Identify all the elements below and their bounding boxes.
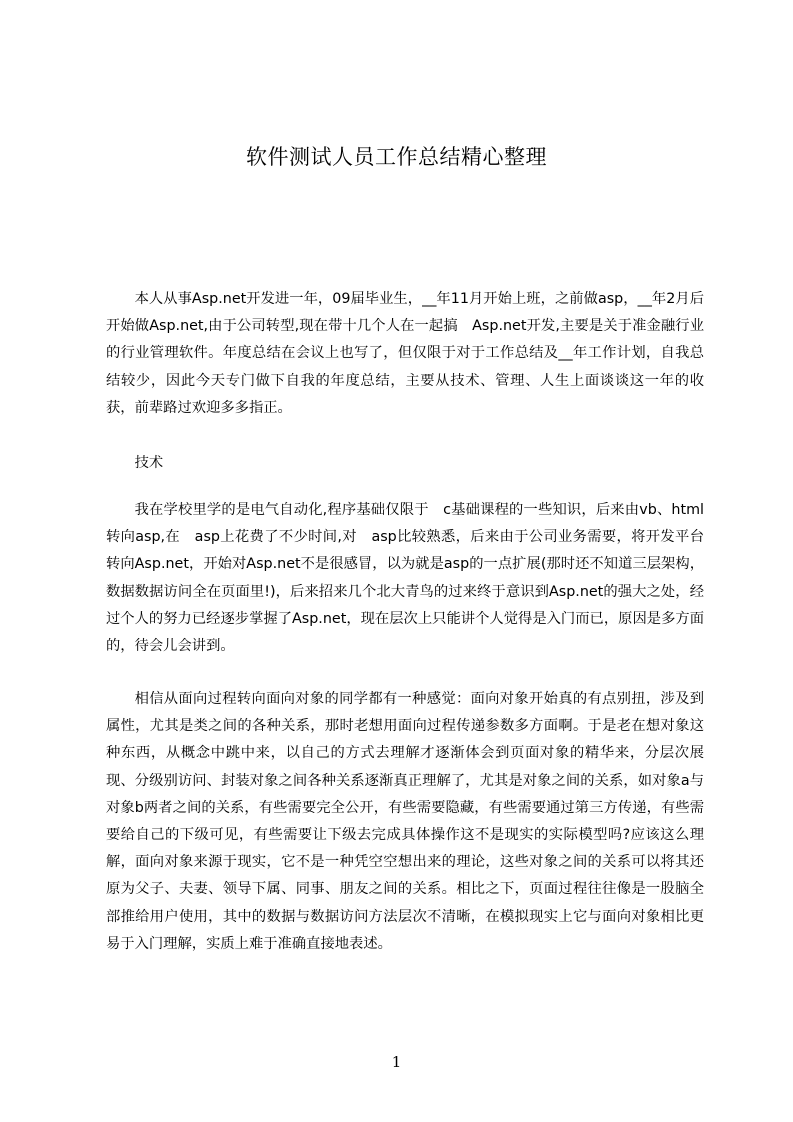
paragraph-oop-block (106, 686, 704, 958)
paragraph-background: 我在学校里学的是电气自动化,程序基础仅限于 c基础课程的一些知识，后来由vb、html转向asp,在 asp上花费了不少时间,对 asp比较熟悉，后来由于公司业务需要，将开发平台转向Asp.net，开始对Asp.net不是很感冒，以为就是asp的一点扩展(那时还不知道三层架构，数据数据访问全在页面里!)，后来招来几个北大青鸟的过来终于意识到Asp.net的强大之处，经过个人的努力已经逐步掌握了Asp.net，现在层次上只能讲个人觉得是入门而已，原因是多方面的，待会儿会讲到。 (106, 502, 704, 655)
paragraph-intro: 本人从事Asp.net开发进一年，09届毕业生，__年11月开始上班，之前做asp，__年2月后开始做Asp.net,由于公司转型,现在带十几个人在一起搞 Asp.net开发,主要是关于准金融行业的行业管理软件。年度总结在会议上也写了，但仅限于对于工作总结及__年工作计划，自我总结较少，因此今天专门做下自我的年度总结，主要从技术、管理、人生上面谈谈这一年的收获，前辈路过欢迎多多指正。 (106, 291, 704, 416)
paragraph-intro-block (106, 286, 704, 422)
paragraph-background-block (106, 497, 704, 660)
page-number: 1 (391, 1053, 402, 1071)
section-heading-block (106, 450, 704, 477)
document-title: 软件测试人员工作总结精心整理 (246, 145, 547, 169)
paragraph-oop: 相信从面向过程转向面向对象的同学都有一种感觉：面向对象开始真的有点别扭，涉及到属性，尤其是类之间的各种关系，那时老想用面向过程传递参数多方面啊。于是老在想对象这种东西，从概念中跳中来，以自己的方式去理解才逐渐体会到页面对象的精华来，分层次展现、分级别访问、封装对象之间各种关系逐渐真正理解了，尤其是对象之间的关系，如对象a与对象b两者之间的关系，有些需要完全公开，有些需要隐藏，有些需要通过第三方传递，有些需要给自己的下级可见，有些需要让下级去完成具体操作这不是现实的实际模型吗?应该这么理解，面向对象来源于现实，它不是一种凭空空想出来的理论，这些对象之间的关系可以将其还原为父子、夫妻、领导下属、同事、朋友之间的关系。相比之下，页面过程往往像是一股脑全部推给用户使用，其中的数据与数据访问方法层次不清晰，在模拟现实上它与面向对象相比更易于入门理解，实质上难于准确直接地表述。 (106, 691, 704, 952)
section-heading-technology: 技术 (134, 455, 164, 471)
